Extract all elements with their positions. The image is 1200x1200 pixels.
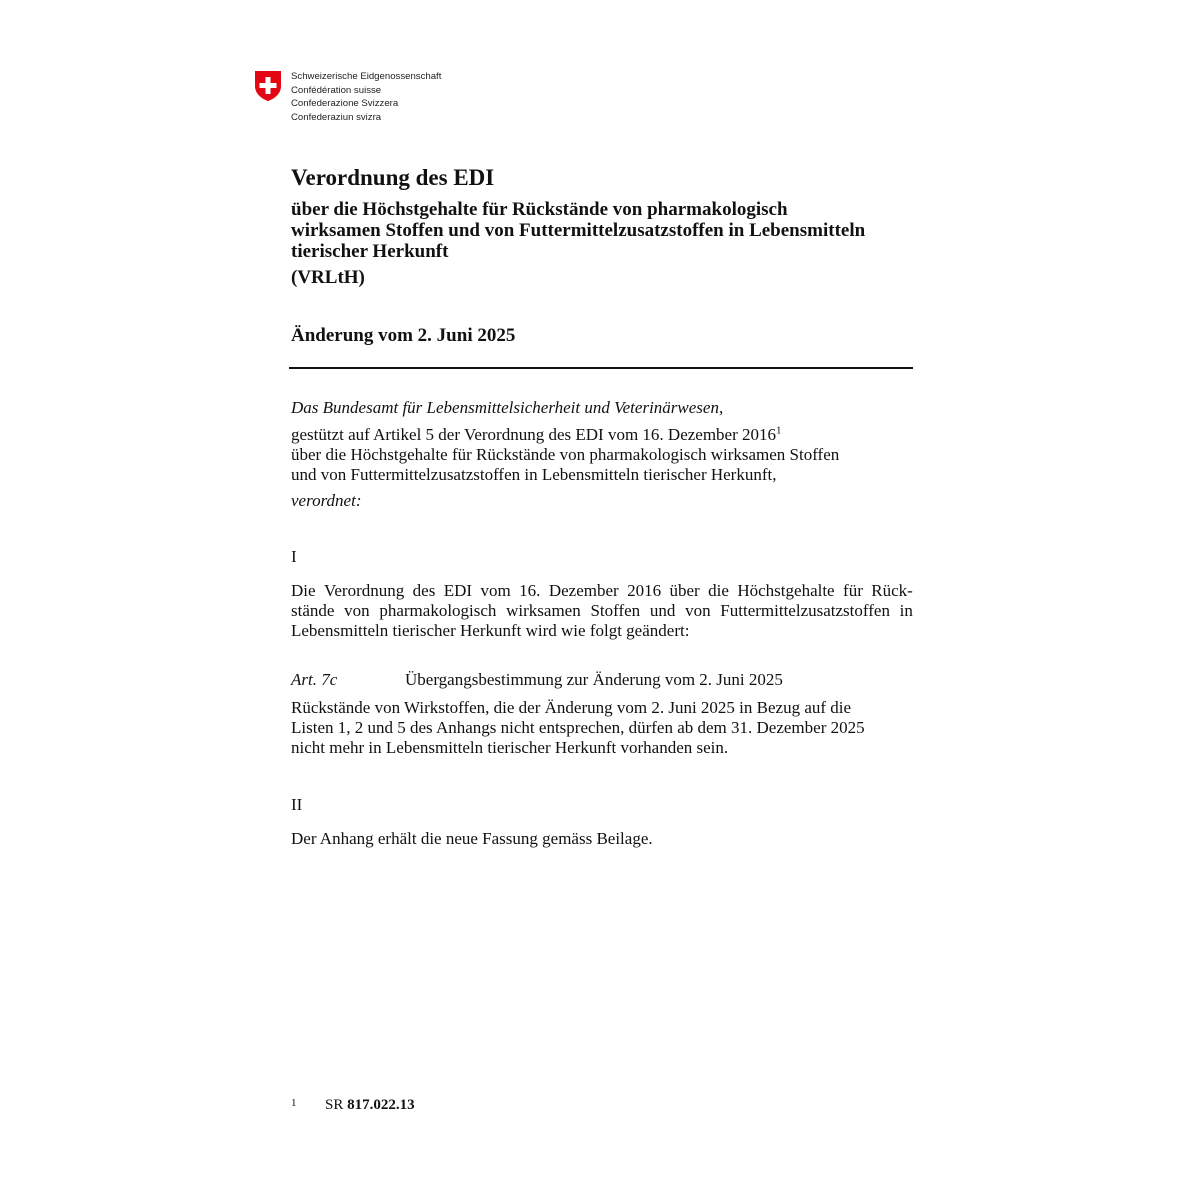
ordinance-abbreviation: (VRLtH)	[291, 267, 365, 288]
word: Die	[291, 581, 316, 600]
word: vom	[480, 581, 511, 600]
subtitle-line: tierischer Herkunft	[291, 241, 449, 262]
word: Verordnung	[323, 581, 405, 600]
confed-line-it: Confederazione Svizzera	[291, 98, 399, 110]
section-2-numeral: II	[291, 795, 303, 814]
footnote-text	[325, 1097, 415, 1114]
word: EDI	[443, 581, 473, 600]
word: Stoffen	[590, 601, 641, 620]
intro-line	[291, 601, 913, 621]
article-line: Listen 1, 2 und 5 des Anhangs nicht entsprechen, dürfen ab dem 31. Dezember 2025	[291, 718, 865, 737]
confed-line-de: Schweizerische Eidgenossenschaft	[291, 71, 442, 82]
section-1-intro	[291, 581, 913, 641]
swiss-shield-icon	[254, 70, 282, 102]
intro-line	[291, 581, 913, 601]
word: Dezember	[548, 581, 619, 600]
word: und	[649, 601, 676, 620]
word: des	[412, 581, 436, 600]
legal-basis-line: und von Futtermittelzusatzstoffen in Lebensmitteln tierischer Herkunft,	[291, 465, 777, 484]
word: Futtermittelzusatzstoffen	[720, 601, 890, 620]
ordinance-subtitle	[291, 199, 931, 262]
enacts-clause: verordnet:	[291, 491, 362, 510]
footnote-prefix: SR	[325, 1097, 348, 1113]
confed-line-rm: Confederaziun svizra	[291, 111, 382, 123]
word: von	[685, 601, 711, 620]
article-line: Rückstände von Wirkstoffen, die der Änderung vom 2. Juni 2025 in Bezug auf die	[291, 698, 852, 717]
word: Höchstgehalte	[737, 581, 835, 600]
word: 16.	[519, 581, 541, 600]
confederation-logo	[254, 70, 554, 130]
section-2-text: Der Anhang erhält die neue Fassung gemäss Beilage.	[291, 829, 653, 848]
article-text	[291, 698, 913, 758]
issuing-authority: Das Bundesamt für Lebensmittelsicherheit und Veterinärwesen,	[291, 398, 724, 417]
article-title: Übergangsbestimmung zur Änderung vom 2. Juni 2025	[405, 670, 783, 689]
ordinance-title: Verordnung des EDI	[291, 165, 495, 190]
footnote-sr-number: 817.022.13	[347, 1097, 415, 1113]
section-1-numeral: I	[291, 547, 297, 566]
title-divider	[289, 367, 913, 369]
word: wirksamen	[506, 601, 581, 620]
word: von	[344, 601, 370, 620]
subtitle-line: wirksamen Stoffen und von Futtermittelzusatzstoffen in Lebensmitteln	[291, 220, 866, 241]
word: in	[899, 601, 913, 620]
confederation-names	[291, 70, 441, 124]
article-label: Art. 7c	[291, 670, 338, 689]
legal-basis	[291, 425, 913, 485]
confed-line-fr: Confédération suisse	[291, 84, 382, 96]
word: 2016	[627, 581, 662, 600]
legal-basis-line: über die Höchstgehalte für Rückstände von pharmakologisch wirksamen Stoffen	[291, 445, 840, 464]
intro-line: Lebensmitteln tierischer Herkunft wird wie folgt geändert:	[291, 621, 690, 640]
article-line: nicht mehr in Lebensmitteln tierischer Herkunft vorhanden sein.	[291, 738, 729, 757]
word: über	[669, 581, 700, 600]
word: die	[708, 581, 729, 600]
legal-basis-text: gestützt auf Artikel 5 der Verordnung des EDI vom 16. Dezember 2016	[291, 425, 777, 444]
amendment-heading: Änderung vom 2. Juni 2025	[291, 325, 516, 346]
word: pharmakologisch	[379, 601, 497, 620]
subtitle-line: über die Höchstgehalte für Rückstände von pharmakologisch	[291, 199, 788, 220]
legal-basis-line	[291, 425, 913, 445]
footnote-number: 1	[291, 1097, 297, 1109]
word: für	[843, 581, 863, 600]
footnote-reference[interactable]: 1	[776, 424, 782, 437]
word: Rück-	[871, 581, 913, 600]
word: stände	[291, 601, 335, 620]
